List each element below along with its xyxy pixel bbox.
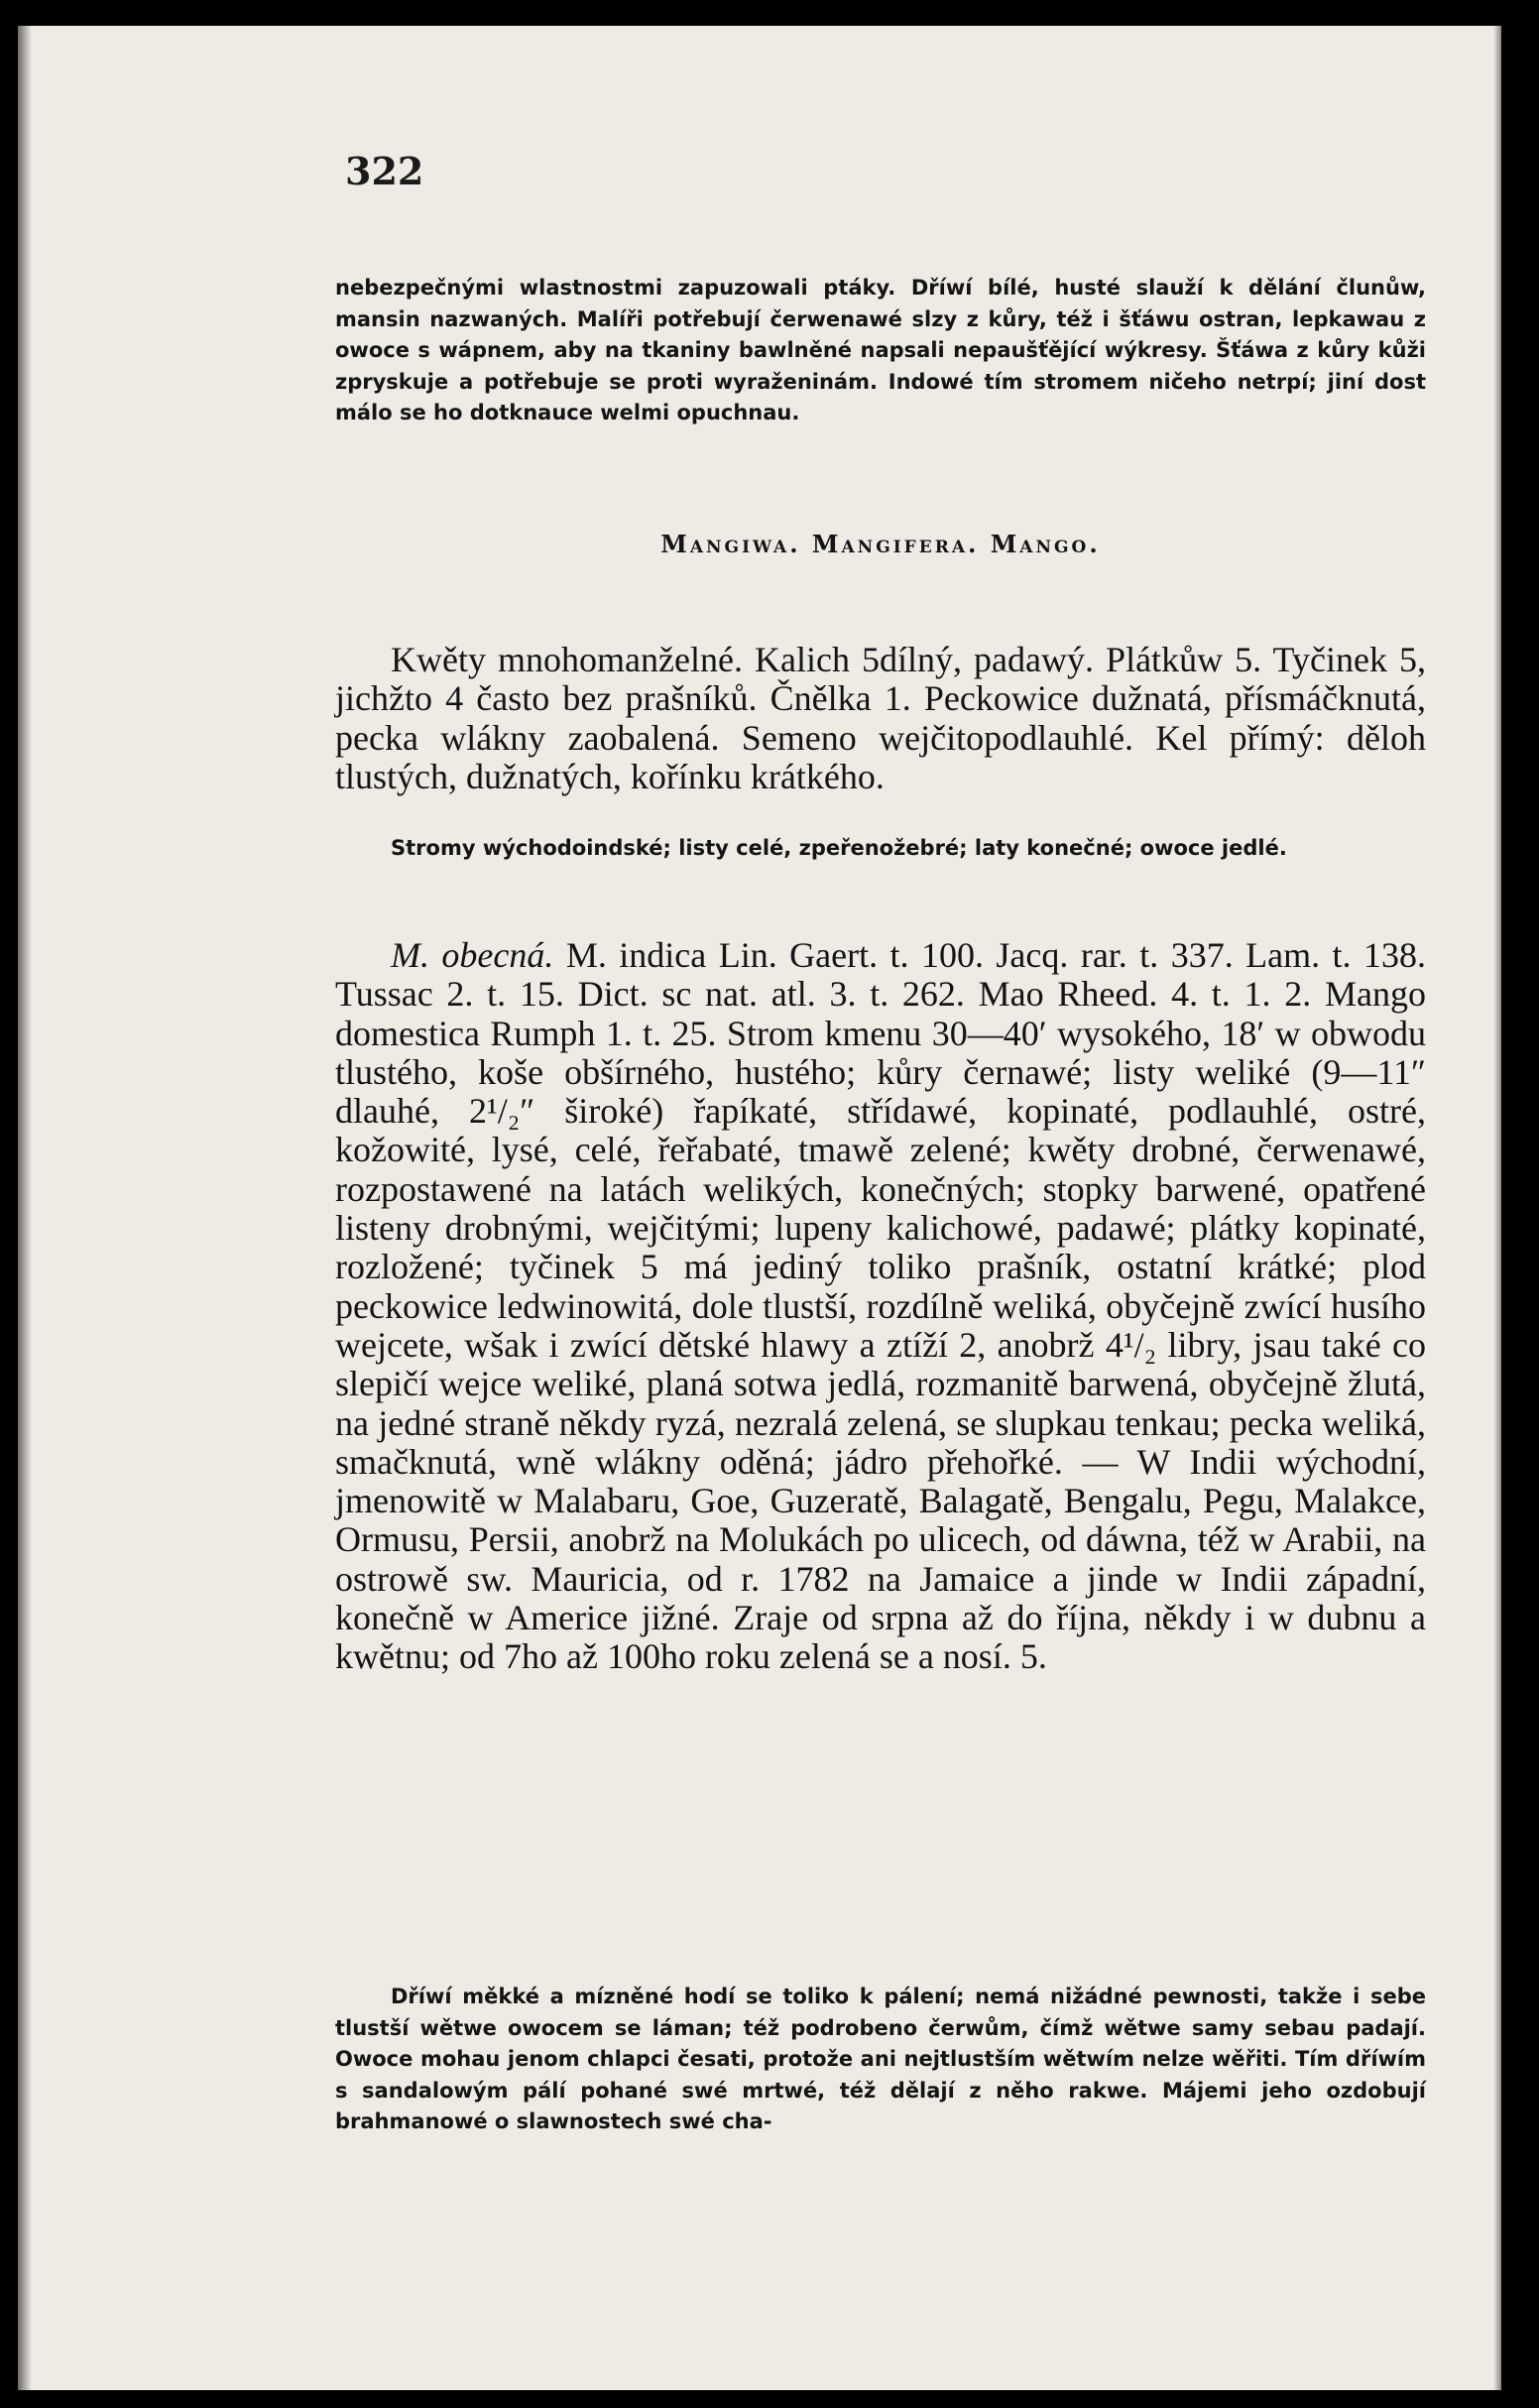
species-name: M. obecná. [391,935,554,975]
species-mark: 5. [1019,1636,1047,1677]
genus-note: Stromy wýchodoindské; listy celé, zpeřenožebré; laty konečné; owoce jedlé. [391,836,1287,860]
page-shadow-left [18,26,32,2390]
species-references: M. indica Lin. Gaert. t. 100. Jacq. rar. t. 337. Lam. t. 138. Tussac 2. t. 15. Dict. sc nat. atl. 3. t. 262. Mao Rheed. 4. t. 1. 2. Mango domestica Rumph 1. t. 25. [335,935,1426,1053]
genus-heading: Mangiwa. Mangifera. Mango. [660,530,1101,558]
paragraph-continuation: nebezpečnými wlastnostmi zapuzowali ptáky. Dříwí bílé, husté slauží k dělání člunůw, mansin nazwaných. Malíři potřebují čerwenawé slzy z kůry, též i šťáwu ostran, lepkawau z owoce s wápnem, aby na tkaniny bawlněné napsali nepaušťějící wýkresy. Šťáwa z kůry kůži zpryskuje a potřebuje se proti wyraženinám. Indowé tím stromem ničeho netrpí; jiní dost málo se ho dotknauce welmi opuchnau. [335,276,1426,424]
genus-description: Kwěty mnohomanželné. Kalich 5dílný, padawý. Plátkůw 5. Tyčinek 5, jichžto 4 často bez prašníků. Čnělka 1. Peckowice dužnatá, přísmáčknutá, pecka wlákny zaobalená. Semeno wejčitopodlauhlé. Kel přímý: děloh tlustých, dužnatých, kořínku krátkého. [335,640,1426,796]
book-page [18,26,1501,2390]
species-note: Dříwí měkké a mízněné hodí se toliko k pálení; nemá nižádné pewnosti, takže i sebe tlustší wětwe owocem se láman; též podrobeno čerwům, čímž wětwe samy sebau padají. Owoce mohau jenom chlapci česati, protože ani nejtlustším wětwím nelze wěřiti. Tím dříwím s sandalowým pálí pohané swé mrtwé, též dělají z něho rakwe. Májemi jeho ozdobují brahmanowé o slawnostech swé cha- [335,1985,1426,2133]
page-shadow-right [1493,26,1501,2390]
page-number: 322 [345,149,424,193]
species-description: Strom kmenu 30—40′ wysokého, 18′ w obwodu tlustého, koše obšírného, hustého; kůry černawé; listy weliké (9—11″ dlauhé, 2¹/₂″ široké) řapíkaté, střídawé, kopinaté, podlauhlé, ostré, kožowité, lysé, celé, řeřabaté, tmawě zelené; kwěty drobné, čerwenawé, rozpostawené na latách welikých, konečných; stopky barwené, opatřené listeny drobnými, wejčitými; lupeny kalichowé, padawé; plátky kopinaté, rozložené; tyčinek 5 má jediný toliko prašník, ostatní krátké; plod peckowice ledwinowitá, dole tlustší, rozdílně weliká, obyčejně zwící husího wejcete, wšak i zwící dětské hlawy a ztíží 2, anobrž 4¹/₂ libry, jsau také co slepičí wejce weliké, planá sotwa jedlá, rozmanitě barwená, obyčejně žlutá, na jedné straně někdy ryzá, nezralá zelená, se slupkau tenkau; pecka weliká, smačknutá, wně wlákny oděná; jádro přehořké. — W Indii wýchodní, jmenowitě w Malabaru, Goe, Guzeratě, Balagatě, Bengalu, Pegu, Malakce, Ormusu, Persii, anobrž na Molukách po ulicech, od dáwna, též w Arabii, na ostrowě sw. Mauricia, od r. 1782 na Jamaice a jinde w Indii západní, konečně w Americe jižné. Zraje od srpna až do října, někdy i w dubnu a kwětnu; od 7ho až 100ho roku zelená se a nosí. [335,1013,1426,1677]
species-entry [335,936,1426,1677]
